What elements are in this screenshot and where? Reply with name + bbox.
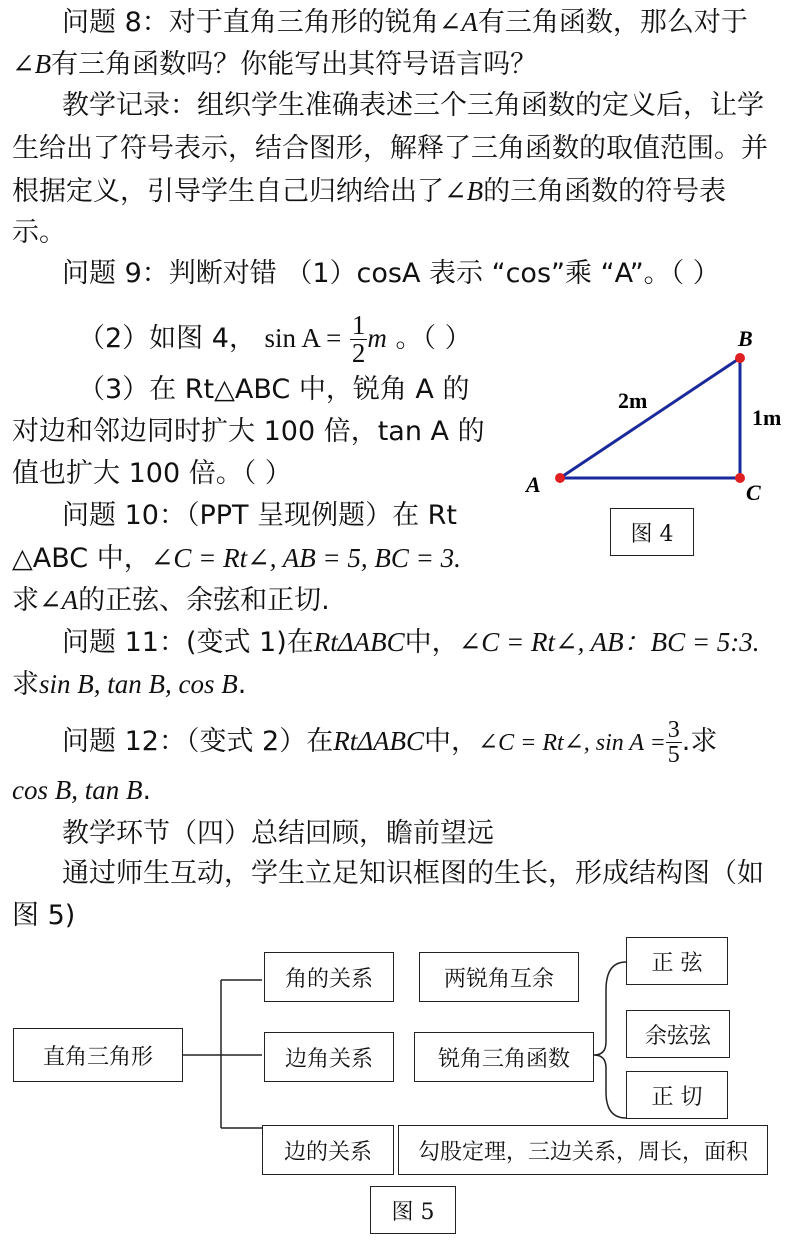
point-c [735, 473, 745, 483]
q12-ask: .求 [681, 726, 718, 757]
record-line-4: 示。 [12, 217, 66, 248]
q9-line-1: 问题 9：判断对错 （1）cosA 表示 “cos”乘 “A”。（ ） [62, 258, 720, 289]
q10-line-2 [12, 540, 461, 577]
figure-4-triangle [520, 320, 790, 520]
q12-text-b: 中， [424, 726, 479, 757]
math-angle-b: ∠B [12, 49, 52, 79]
q9-item-3-line-2: 对边和邻边同时扩大 100 倍，tan A 的 [12, 416, 485, 447]
q11-line-1 [62, 624, 760, 661]
q11-funcs: sin B, tan B, cos B [39, 669, 238, 699]
q11-period: . [237, 669, 247, 700]
q11-text: 问题 11：(变式 1)在 [62, 627, 314, 658]
label-side-ab: 2m [618, 388, 648, 413]
q10-line-1: 问题 10：（PPT 呈现例题）在 Rt [62, 500, 458, 531]
q8-line-1 [62, 4, 748, 41]
q10-text: △ABC 中， [12, 543, 151, 574]
node-angle-relation: 角的关系 [264, 952, 394, 1002]
q12-period: . [142, 775, 152, 806]
side-ab [560, 358, 740, 478]
label-a: A [526, 472, 541, 497]
q8-text-2: 有三角函数吗？你能写出其符号语言吗？ [51, 49, 538, 80]
q10-line-3 [12, 582, 330, 619]
node-tangent: 正 切 [626, 1071, 728, 1119]
section-heading: 教学环节（四）总结回顾，瞻前望远 [62, 818, 494, 849]
math-sin-a: sin A = [264, 323, 342, 353]
fraction-denominator: 2 [351, 338, 366, 368]
label-c: C [746, 480, 761, 505]
fraction-numerator: 1 [351, 310, 366, 340]
q12-line-2 [12, 772, 151, 809]
q12-math: ∠C = Rt∠, sin A = [478, 730, 666, 756]
q11-triangle: RtΔABC [313, 627, 405, 657]
q12-funcs: cos B, tan B [12, 775, 143, 805]
summary-line-1: 通过师生互动，学生立足知识框图的生长，形成结构图（如 [62, 858, 764, 889]
q10-math: ∠C = Rt∠, AB = 5, BC = 3. [150, 543, 461, 573]
figure-4-caption: 图 4 [610, 508, 694, 556]
math-angle-b-2: ∠B [444, 176, 484, 206]
q10-angle: ∠A [39, 585, 79, 615]
record-line-1: 教学记录：组织学生准确表述三个三角函数的定义后，让学 [62, 90, 764, 121]
label-b: B [738, 326, 753, 351]
q9-2-text: （2）如图 4， [78, 323, 256, 354]
node-cosine: 余弦弦 [626, 1010, 730, 1058]
point-a [555, 473, 565, 483]
label-side-bc: 1m [752, 405, 782, 430]
node-side-details: 勾股定理，三边关系，周长，面积 [398, 1125, 768, 1175]
node-root: 直角三角形 [13, 1028, 183, 1082]
fraction-half [350, 312, 368, 367]
q12-triangle: RtΔABC [333, 726, 425, 756]
q11-ask: 求 [12, 669, 39, 700]
figure-5-caption: 图 5 [370, 1186, 456, 1234]
q10-ask-rest: 的正弦、余弦和正切. [78, 585, 330, 616]
fraction-three-fifths [666, 718, 682, 767]
q8-text: 问题 8：对于直角三角形的锐角 [62, 7, 439, 38]
record-text-c: 的三角函数的符号表 [483, 176, 727, 207]
math-angle-a: ∠A [438, 7, 478, 37]
node-trig-functions: 锐角三角函数 [414, 1032, 594, 1082]
q12-line-1 [62, 718, 717, 767]
node-sine: 正 弦 [626, 937, 728, 985]
record-line-2: 生给出了符号表示，结合图形，解释了三角函数的取值范围。并 [12, 133, 768, 164]
q10-ask: 求 [12, 585, 39, 616]
record-text: 根据定义，引导学生自己归纳给出了 [12, 176, 444, 207]
q9-item-3-line-3: 值也扩大 100 倍。（ ） [12, 458, 292, 489]
point-b [735, 353, 745, 363]
q8-text-b: 有三角函数，那么对于 [477, 7, 748, 38]
q12-text: 问题 12：（变式 2）在 [62, 726, 334, 757]
q9-item-3-line-1: （3）在 Rt△ABC 中，锐角 A 的 [78, 374, 470, 405]
node-side-angle-relation: 边角关系 [264, 1032, 394, 1082]
q11-text-b: 中， [404, 627, 459, 658]
q9-item-2 [78, 312, 472, 367]
q11-math: ∠C = Rt∠, AB：BC = 5:3. [458, 627, 760, 657]
fraction-numerator: 3 [667, 717, 680, 743]
math-m: m [367, 323, 387, 353]
node-side-relation: 边的关系 [262, 1125, 394, 1175]
summary-line-2: 图 5) [12, 900, 76, 931]
node-complementary: 两锐角互余 [419, 952, 579, 1002]
q9-2-bracket: 。（ ） [395, 323, 472, 354]
q11-line-2 [12, 666, 246, 703]
record-line-3 [12, 173, 726, 210]
q8-line-2 [12, 46, 537, 83]
fraction-denominator: 5 [667, 742, 680, 768]
